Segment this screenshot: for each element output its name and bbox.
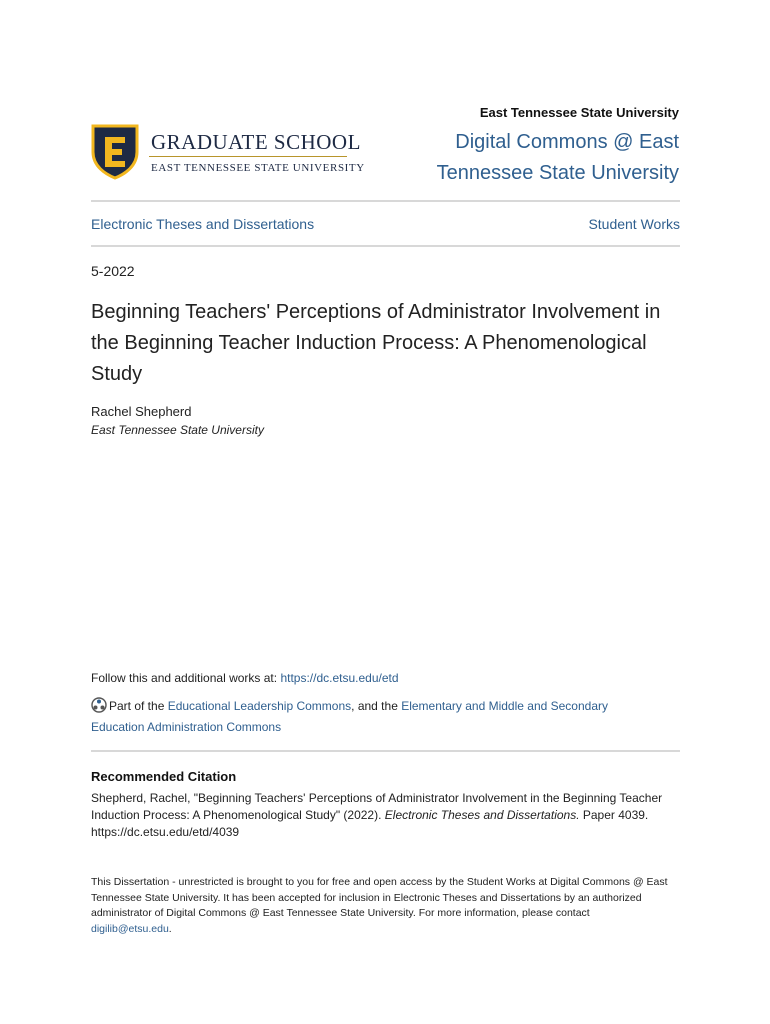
citation-heading: Recommended Citation xyxy=(91,769,237,784)
access-disclaimer xyxy=(91,875,671,937)
document-title: Beginning Teachers' Perceptions of Administrator Involvement in the Beginning Teacher Induction Process: A Phenomenological Study xyxy=(91,301,661,385)
citation-series: Electronic Theses and Dissertations. xyxy=(384,808,580,822)
publication-date: 5-2022 xyxy=(91,263,135,279)
logo-sub-text: EAST TENNESSEE STATE UNIVERSITY xyxy=(151,162,365,174)
collection-link[interactable]: Electronic Theses and Dissertations xyxy=(91,216,315,232)
divider-citation xyxy=(91,750,680,752)
shield-icon xyxy=(91,124,139,180)
logo-divider xyxy=(149,156,347,157)
disclaimer-text: This Dissertation - unrestricted is brought to you for free and open access by the Student Works at Digital Commons @ East Tennessee State University. It has been accepted for inclusion in Electronic Theses and Dissertations by an authorized administrator of Digital Commons @ East Tennessee State University. For more information, please contact xyxy=(91,876,668,919)
contact-email-link[interactable]: digilib@etsu.edu xyxy=(91,922,169,935)
university-name: East Tennessee State University xyxy=(479,105,679,120)
network-icon xyxy=(91,697,107,713)
citation-paper: Paper 4039. https://dc.etsu.edu/etd/4039 xyxy=(91,808,649,839)
part-of-middle: , and the xyxy=(351,699,402,713)
part-of-prefix: Part of the xyxy=(109,699,168,713)
follow-prefix: Follow this and additional works at: xyxy=(91,671,281,685)
author-affiliation: East Tennessee State University xyxy=(91,423,264,437)
logo-main-text: GRADUATE SCHOOL xyxy=(151,130,361,154)
divider-top xyxy=(91,200,680,202)
student-works-link[interactable]: Student Works xyxy=(588,216,680,232)
divider-collection xyxy=(91,245,680,247)
follow-line xyxy=(91,671,399,685)
disclaimer-end: . xyxy=(168,922,172,935)
citation-text: Shepherd, Rachel, "Beginning Teachers' Perceptions of Administrator Involvement in the Beginning Teacher Induction Process: A Phenomenological Study" (2022). xyxy=(91,791,663,822)
author-name: Rachel Shepherd xyxy=(91,404,192,419)
citation-body xyxy=(91,790,671,841)
follow-url-link[interactable]: https://dc.etsu.edu/etd xyxy=(280,671,399,685)
educational-leadership-link[interactable]: Educational Leadership Commons xyxy=(167,699,352,713)
digital-commons-link[interactable]: Digital Commons @ East Tennessee State University xyxy=(436,131,679,184)
education-administration-link[interactable]: Elementary and Middle and Secondary Education Administration Commons xyxy=(91,699,608,734)
part-of-line xyxy=(91,696,651,738)
graduate-school-logo xyxy=(91,124,365,184)
